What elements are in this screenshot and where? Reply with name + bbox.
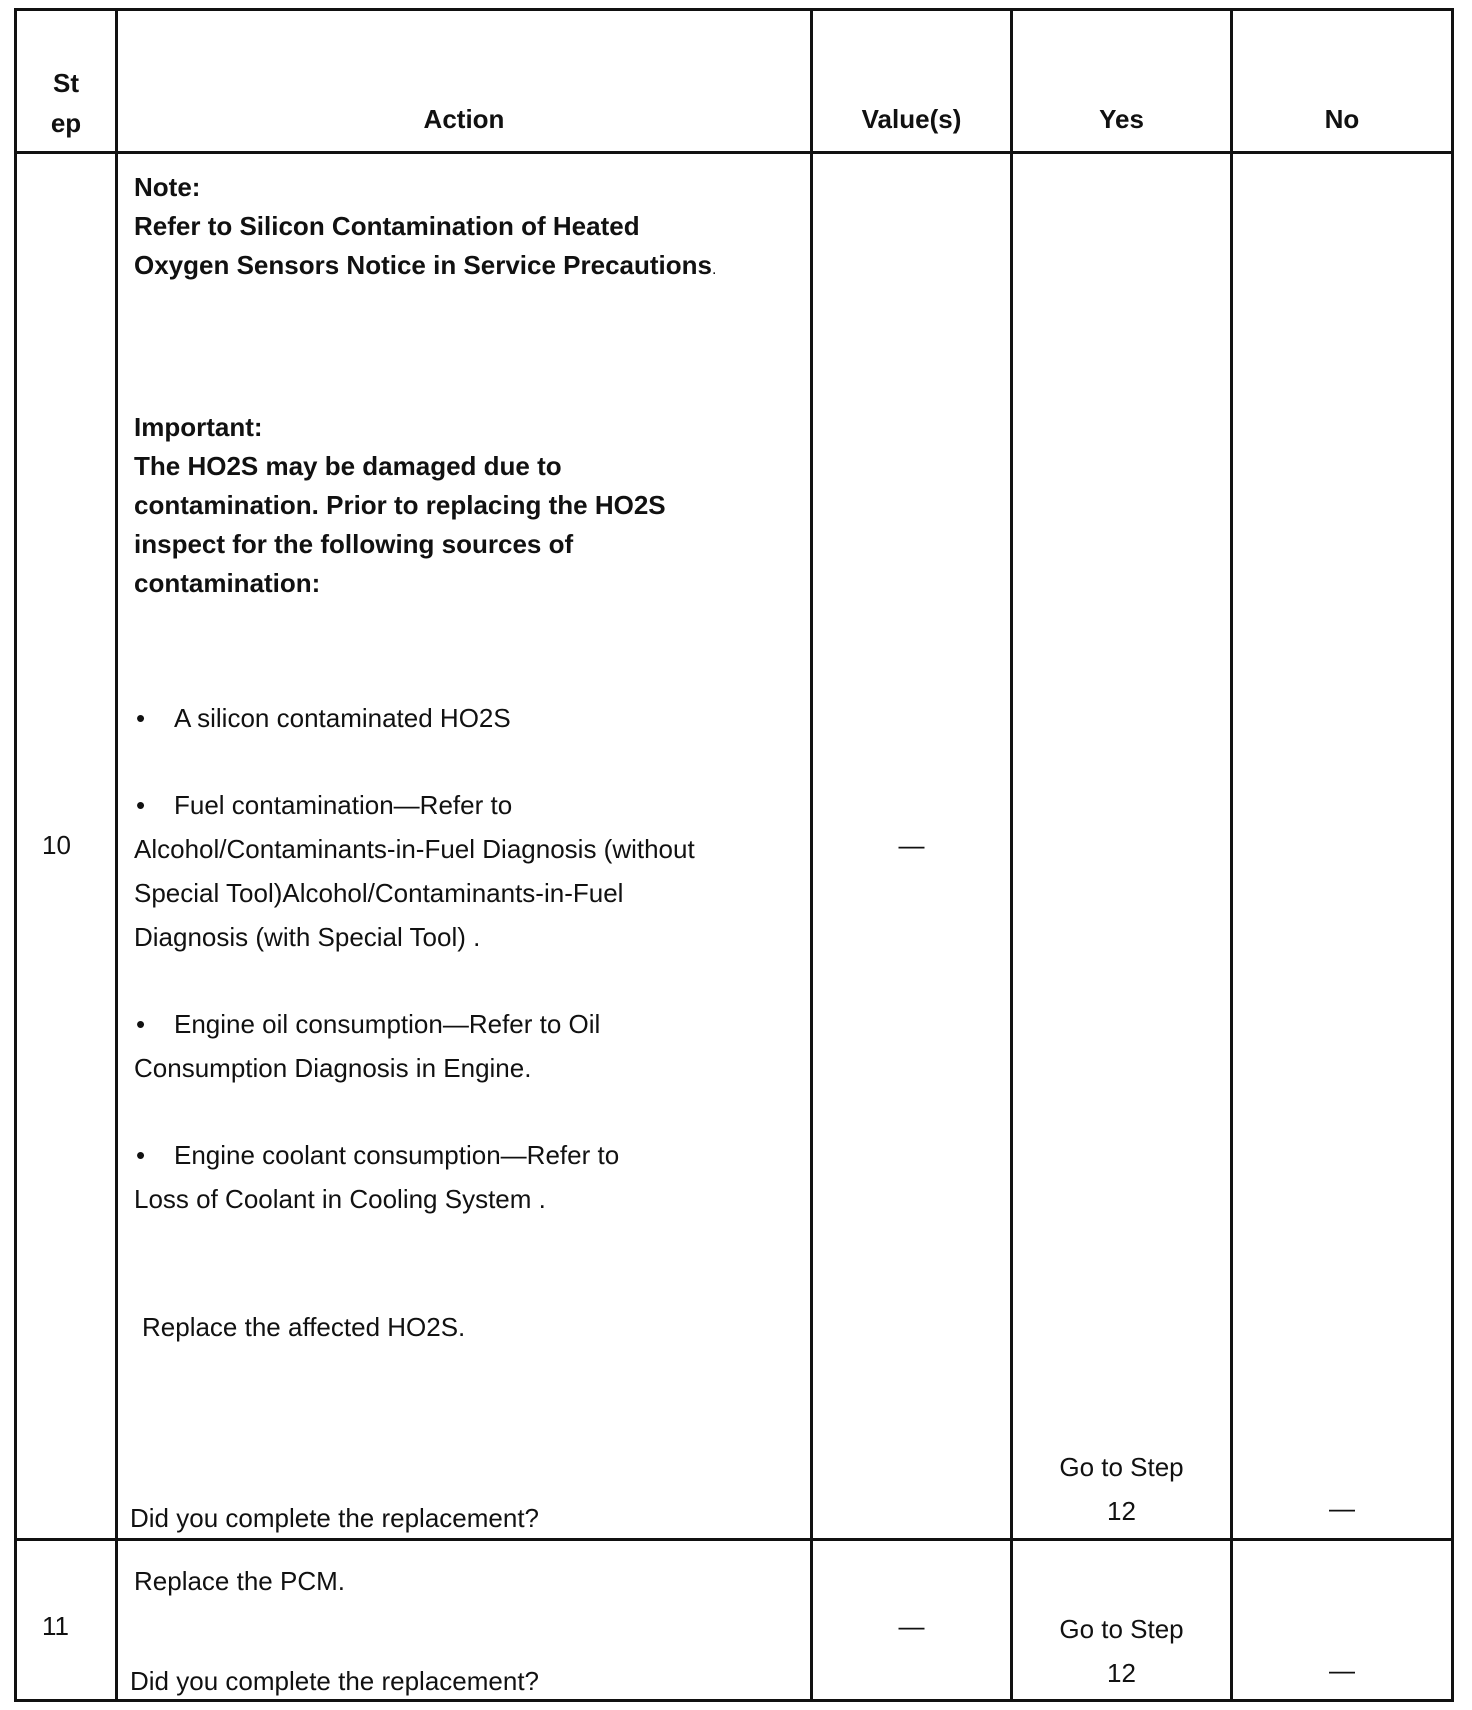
bullet-icon: • [136,790,146,820]
note-period: . [712,261,717,278]
important-line: inspect for the following sources of [134,529,574,559]
note-line [134,246,716,289]
yes-goto-label: Go to Step [1059,1452,1184,1482]
header-yes: Yes [1099,104,1144,134]
bullet-text: Fuel contamination—Refer to [174,790,513,820]
bullet-text: Engine coolant consumption—Refer to [174,1140,620,1170]
col-divider-step [115,8,118,1702]
important-line: contamination. Prior to replacing the HO2S [134,490,666,520]
diagnostic-table [14,8,1454,1702]
replace-instruction: Replace the affected HO2S. [142,1312,466,1342]
header-step-line1: St [53,68,79,98]
bullet-icon: • [136,703,146,733]
no-cell: — [1329,1493,1355,1523]
table-border-top [14,8,1454,11]
values-cell: — [898,830,925,860]
header-step [17,63,115,143]
yes-cell[interactable] [1013,1607,1230,1695]
step-number: 11 [42,1611,69,1641]
header-step-line2: ep [50,108,82,138]
bullet-icon: • [136,1140,146,1170]
replace-instruction: Replace the PCM. [134,1566,345,1596]
header-no: No [1324,104,1360,134]
header-values: Value(s) [861,104,962,134]
bullet-link-text[interactable]: Loss of Coolant in Cooling System . [134,1184,546,1214]
bullet-link-text[interactable]: Diagnosis (with Special Tool) . [134,922,481,952]
row-divider [14,1538,1454,1541]
important-label: Important: [134,412,263,442]
note-line: Refer to Silicon Contamination of Heated [134,211,640,241]
yes-cell[interactable] [1013,1445,1230,1533]
bullet-text: Engine oil consumption—Refer to Oil [174,1009,601,1039]
no-cell: — [1329,1655,1355,1685]
important-line: The HO2S may be damaged due to [134,451,562,481]
bullet-link-text[interactable]: Alcohol/Contaminants-in-Fuel Diagnosis (without [134,834,695,864]
header-divider [14,151,1454,154]
values-cell: — [898,1611,925,1641]
table-border-left [14,8,17,1702]
bullet-link-text[interactable]: Consumption Diagnosis in Engine. [134,1053,532,1083]
table-border-right [1451,8,1454,1702]
yes-goto-label: Go to Step [1059,1614,1184,1644]
yes-goto-step: 12 [1107,1496,1136,1526]
bullet-link-text[interactable]: Special Tool)Alcohol/Contaminants-in-Fuel [134,878,624,908]
col-divider-yes [1230,8,1233,1702]
bullet-icon: • [136,1009,146,1039]
completion-question: Did you complete the replacement? [130,1666,540,1696]
step-number: 10 [42,830,71,860]
yes-goto-step: 12 [1107,1658,1136,1688]
important-line: contamination: [134,568,321,598]
bullet-text: A silicon contaminated HO2S [174,703,511,733]
header-action: Action [423,104,505,134]
note-link-text[interactable]: Oxygen Sensors Notice in Service Precautions [134,250,713,280]
completion-question: Did you complete the replacement? [130,1503,540,1533]
note-label: Note: [134,172,201,202]
